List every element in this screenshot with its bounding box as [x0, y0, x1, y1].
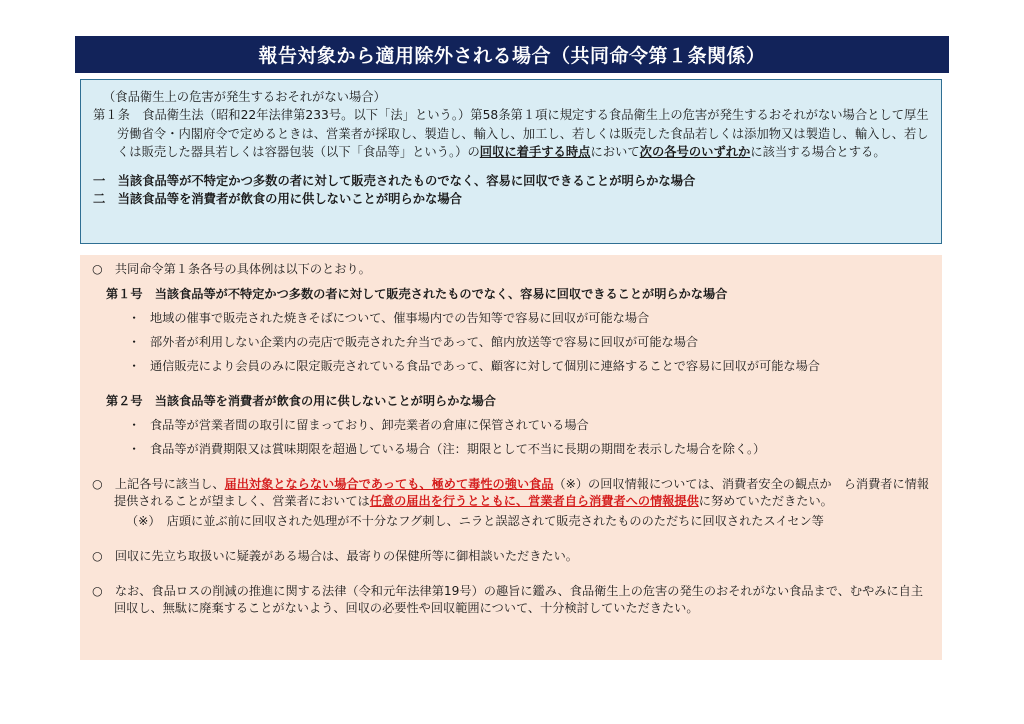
list-item: ・ 地域の催事で販売された焼きそばについて、催事場内での告知等で容易に回収が可能な場合: [128, 311, 650, 325]
article-item-1: 一 当該食品等が不特定かつ多数の者に対して販売されたものでなく、容易に回収できることが明らかな場合: [93, 173, 696, 188]
list-item: ・ 食品等が消費期限又は賞味期限を超過している場合（注：期限として不当に長期の期間を表示した場合を除く。）: [128, 442, 766, 456]
food-loss-paragraph: ○ なお、食品ロスの削減の推進に関する法律（令和元年法律第19号）の趣旨に鑑み、食品衛生上の危害の発生のおそれがない食品まで、むやみに自主回収し、無駄に廃棄することがないよう、回収の必要性や回収範囲について、十分検討していただきたい。: [92, 584, 924, 615]
item2-heading: 第２号 当該食品等を消費者が飲食の用に供しないことが明らかな場合: [106, 394, 496, 408]
law-text-box: [80, 79, 942, 244]
law-heading: （食品衛生上の危害が発生するおそれがない場合）: [103, 90, 386, 104]
footnote: （※） 店頭に並ぶ前に回収された処理が不十分なフグ刺し、ニラと誤認されて販売されたもののただちに回収されたスイセン等: [126, 514, 824, 528]
list-item: ・ 通信販売により会員のみに限定販売されている食品であって、顧客に対して個別に連絡することで容易に回収が可能な場合: [128, 359, 820, 373]
page-title: 報告対象から適用除外される場合（共同命令第１条関係）: [75, 36, 949, 73]
article-items: [93, 172, 929, 209]
article-item-2: 二 当該食品等を消費者が飲食の用に供しないことが明らかな場合: [93, 192, 462, 207]
list-item: ・ 部外者が利用しない企業内の売店で販売された弁当であって、館内放送等で容易に回収が可能な場合: [128, 335, 699, 349]
examples-box: [80, 255, 942, 660]
examples-intro: ○ 共同命令第１条各号の具体例は以下のとおり。: [92, 262, 371, 276]
consultation-paragraph: ○ 回収に先立ち取扱いに疑義がある場合は、最寄りの保健所等に御相談いただきたい。: [92, 549, 578, 563]
item1-heading: 第１号 当該食品等が不特定かつ多数の者に対して販売されたものでなく、容易に回収できることが明らかな場合: [106, 287, 728, 301]
article-1: 第１条 食品衛生法（昭和22年法律第233号。以下「法」という。）第58条第１項に規定する食品衛生上の危害が発生するおそれがない場合として厚生労働省令・内閣府令で定めるときは、営業者が採取し、製造し、輸入し、加工し、若しくは販売した食品若しくは添加物又は製造し、輸入し、若しくは販売した器具若しくは容器包装（以下「食品等」という。）の回収に着手する時点において次の各号のいずれかに該当する場合とする。: [93, 108, 929, 160]
toxic-food-paragraph: ○ 上記各号に該当し、届出対象とならない場合であっても、極めて毒性の強い食品（※）の回収情報については、消費者安全の観点か ら消費者に情報提供されることが望ましく、営業者においては任意の届出を行うとともに、営業者自ら消費者への情報提供に努めていただきたい。: [92, 477, 930, 508]
list-item: ・ 食品等が営業者間の取引に留まっており、卸売業者の倉庫に保管されている場合: [128, 418, 589, 432]
